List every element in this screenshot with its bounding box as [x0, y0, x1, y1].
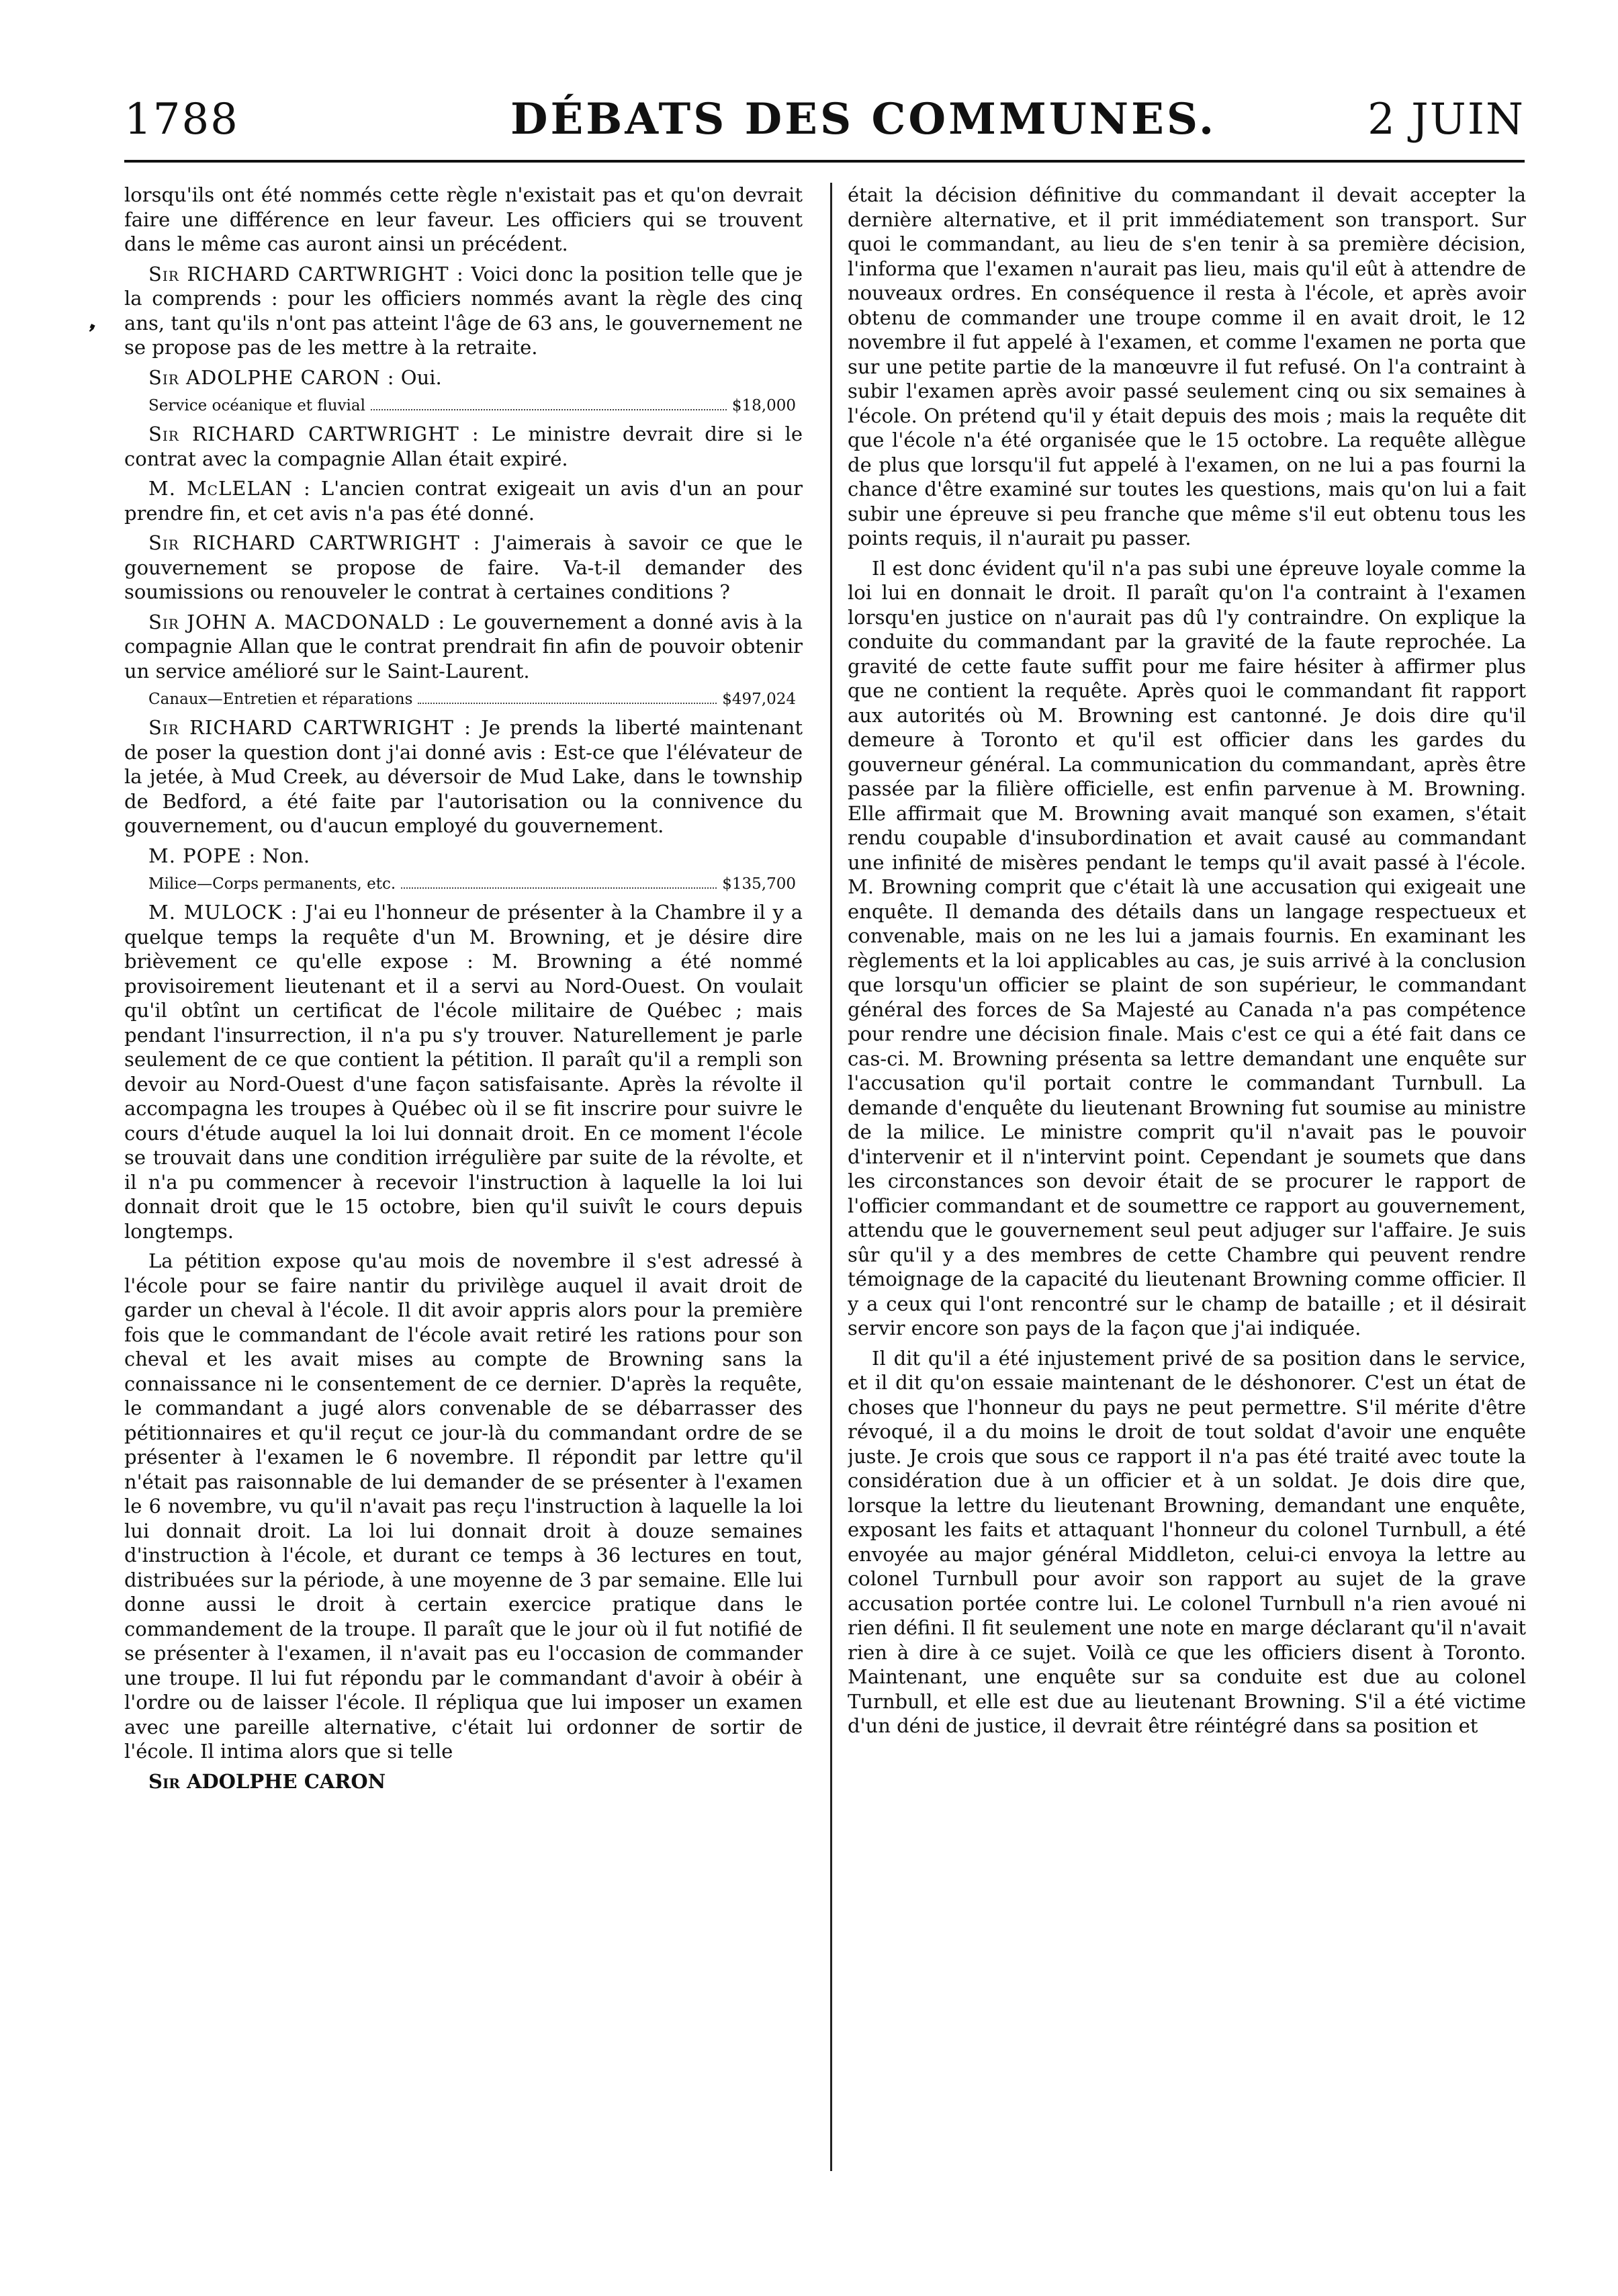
header-rule: [124, 160, 1525, 163]
speaker-name: Sir RICHARD CARTWRIGHT :: [148, 423, 480, 445]
catchword: Sir ADOLPHE CARON: [148, 1769, 386, 1793]
paragraph-text: Il est donc évident qu'il n'a pas subi une épreuve loyale comme la loi lui en donnait le droit. Il paraît qu'on l'a contraint à l'examen lorsqu'en justice on n'aurait pas dû l'y contraindre. On explique la conduite du commandant par la gravité de la faute reprochée. La gravité de cette faute suffit pour me faire hésiter à affirmer plus que ne contient la requête. Après quoi le commandant fit rapport aux autorités où M. Browning est cantonné. Je dois dire qu'il demeure à Toronto et qu'il est officier dans les gardes du gouverneur général. La communication du commandant, après être passée par la filière officielle, est enfin parvenue à M. Browning. Elle affirmait que M. Browning avait manqué son examen, s'était rendu coupable d'insubordination et avait causé au commandant une infinité de misères pendant le temps qu'il avait passé à l'école. M. Browning comprit que c'était là une accusation qui exigeait une enquête. Il demanda des détails dans un langage respectueux et convenable, mais on ne les lui a jamais fournis. En examinant les règlements et la loi applicables au cas, je suis arrivé à la conclusion que lorsqu'un officier se plaint de son supérieur, le commandant général des forces de Sa Majesté au Canada n'a pas compétence pour rendre une décision finale. Mais c'est ce qui a été fait dans ce cas-ci. M. Browning présenta sa lettre demandant une enquête sur l'accusation qu'il portait contre le commandant Turnbull. La demande d'enquête du lieutenant Browning fut soumise au ministre de la milice. Le ministre comprit qu'il n'avait pas le pouvoir d'intervenir et il n'intervint point. Cependant je soumets que dans les circonstances son devoir était de se procurer le rapport de l'officier commandant et de soumettre ce rapport au gouvernement, attendu que le gouvernement seul peut adjuger sur l'affaire. Je suis sûr qu'il y a des membres de cette Chambre qui peuvent rendre témoignage de la capacité du lieutenant Browning comme officier. Il y a ceux qui l'ont rencontré sur le champ de bataille ; et il désirait servir encore son pays de la façon que j'ai indiquée.: [848, 556, 1526, 1339]
estimate-item: [148, 395, 803, 416]
estimate-amount: $497,024: [722, 691, 796, 708]
estimate-amount: $135,700: [722, 875, 796, 893]
left-column: [124, 183, 803, 2205]
paragraph-text: J'ai eu l'honneur de présenter à la Chambre il y a quelque temps la requête d'un M. Browning, et je désire dire brièvement ce qu'elle expose : M. Browning a été nommé provisoirement lieutenant et il a servi au Nord-Ouest. On voulait qu'il obtînt un certificat de l'école militaire de Québec ; mais pendant l'insurrection, il n'a pu s'y trouver. Naturellement je parle seulement de ce que contient la pétition. Il paraît qu'il a rempli son devoir au Nord-Ouest d'une façon satisfaisante. Après la révolte il accompagna les troupes à Québec où il se fit inscrire pour suivre le cours d'étude auquel la loi lui donnait droit. En ce moment l'école se trouvait dans une condition irrégulière par suite de la révolte, et il n'a pu commencer à recevoir l'instruction à laquelle la loi lui donnait droit que le 15 octobre, bien qu'il suivît le cours depuis longtemps.: [124, 901, 803, 1243]
leader-dots: [371, 395, 727, 410]
speaker-name: Sir RICHARD CARTWRIGHT :: [148, 716, 471, 739]
paragraph-text: L'ancien contrat exigeait un avis d'un an pour prendre fin, et cet avis n'a pas été donné.: [124, 477, 803, 525]
speech-paragraph: [124, 900, 803, 1243]
page-header: [124, 93, 1525, 153]
page-title: DÉBATS DES COMMUNES.: [510, 94, 1217, 144]
speech-paragraph: [124, 531, 803, 605]
leader-dots: [418, 689, 717, 704]
speaker-name: Sir RICHARD CARTWRIGHT :: [148, 531, 481, 554]
paragraph: [848, 183, 1526, 551]
paragraph-text: J'aimerais à savoir ce que le gouvernement se propose de faire. Va-t-il demander des soumissions ou renouveler le contrat à certaines conditions ?: [124, 531, 803, 603]
speaker-name: Sir RICHARD CARTWRIGHT :: [148, 262, 464, 285]
speech-paragraph: [124, 610, 803, 684]
paragraph: [848, 556, 1526, 1341]
speaker-name: M. MULOCK :: [148, 901, 298, 924]
speech-paragraph: [124, 844, 803, 869]
leader-dots: [401, 873, 717, 889]
column-divider: [830, 183, 832, 2171]
paragraph-text: La pétition expose qu'au mois de novembre il s'est adressé à l'école pour se faire nantir du privilège auquel il avait droit de garder un cheval à l'école. Il dit avoir appris alors pour la première fois que le commandant de l'école avait retiré les rations pour son cheval et les avait mises au compte de Browning sans la connaissance ni le consentement de ce dernier. D'après la requête, le commandant a jugé alors convenable de se débarrasser des pétitionnaires et qu'il reçut ce jour-là du commandant ordre de se présenter à l'examen le 6 novembre. Il répondit par lettre qu'il n'était pas raisonnable de lui demander de se présenter à l'examen le 6 novembre, vu qu'il n'avait pas reçu l'instruction à laquelle la loi lui donnait droit. La loi lui donnait droit à douze semaines d'instruction à l'école, et durant ce temps à 36 lectures en tout, distribuées sur la période, à une moyenne de 3 par semaine. Elle lui donne aussi le droit à certain exercice pratique dans le commandement de la troupe. Il paraît que le jour où il fut notifié de se présenter à l'examen, il n'avait pas eu l'occasion de commander une troupe. Il lui fut répondu par le commandant d'avoir à obéir à l'ordre ou de laisser l'école. Il répliqua que lui imposer un examen avec une pareille alternative, c'était lui ordonner de sortir de l'école. Il intima alors que si telle: [124, 1249, 803, 1763]
speaker-name: Sir ADOLPHE CARON :: [148, 365, 395, 389]
paragraph-text: Il dit qu'il a été injustement privé de sa position dans le service, et il dit qu'on essaie maintenant de le déshonorer. C'est un état de choses que l'honneur du pays ne peut permettre. S'il mérite d'être révoqué, il a du moins le droit de tout soldat d'avoir une enquête juste. Je crois que sous ce rapport il n'a pas été traité avec toute la considération due à un officier et à un soldat. Je dois dire que, lorsque la lettre du lieutenant Browning, demandant une enquête, exposant les faits et attaquant l'honneur du colonel Turnbull, a été envoyée au major général Middleton, celui-ci envoya la lettre au colonel Turnbull pour avoir son rapport au sujet de la grave accusation portée contre lui. Le colonel Turnbull n'a rien avoué ni rien défini. Il fit seulement une note en marge déclarant qu'il n'avait rien à dire à ce sujet. Voilà ce que les officiers disent à Toronto. Maintenant, une enquête sur sa conduite est due au colonel Turnbull, et elle est due au lieutenant Browning. S'il a été victime d'un déni de justice, il devrait être réintégré dans sa position et: [848, 1346, 1526, 1737]
paragraph-text: Le ministre devrait dire si le contrat avec la compagnie Allan était expiré.: [124, 423, 803, 470]
speech-paragraph: [124, 476, 803, 525]
estimate-label: Service océanique et fluvial: [148, 397, 365, 414]
paragraph-text: Non.: [262, 844, 310, 867]
paragraph: [848, 1346, 1526, 1738]
margin-mark: ❜: [81, 319, 99, 347]
estimate-item: [148, 873, 803, 895]
speaker-name: Sir JOHN A. MACDONALD :: [148, 610, 446, 633]
paragraph-text: était la décision définitive du commandant il devait accepter la dernière alternative, et il prit immédiatement son transport. Sur quoi le commandant, au lieu de s'en tenir à sa première décision, l'informa que l'examen n'aurait pas lieu, mais qu'il eût à attendre de nouveaux ordres. En conséquence il resta à l'école, et après avoir obtenu de commander une troupe comme il en avait droit, le 12 novembre il fut appelé à l'examen, et comme l'examen ne porta que sur une petite partie de la manœuvre il fut refusé. On l'a contraint à subir l'examen après avoir passé seulement cinq ou six semaines à l'école. On prétend qu'il y était depuis des mois ; mais la requête dit que l'école n'a été organisée que le 15 octobre. La requête allègue de plus que lorsqu'il fut appelé à l'examen, on ne lui a pas fourni la chance d'être examiné sur toutes les questions, mais qu'on lui a fait subir une épreuve si peu franche que même s'il eut obtenu tous les points requis, il n'aurait pu passer.: [848, 183, 1526, 549]
page-number: 1788: [124, 95, 239, 144]
paragraph: [124, 1249, 803, 1764]
paragraph-text: Oui.: [400, 365, 442, 389]
paragraph-text: Le gouvernement a donné avis à la compagnie Allan que le contrat prendrait fin afin de pouvoir obtenir un service amélioré sur le Saint-Laurent.: [124, 610, 803, 682]
paragraph-text: lorsqu'ils ont été nommés cette règle n'existait pas et qu'on devrait faire une différence en leur faveur. Les officiers qui se trouvent dans le même cas auront ainsi un précédent.: [124, 183, 803, 255]
speech-paragraph: [124, 422, 803, 471]
speech-paragraph: [124, 262, 803, 360]
estimate-label: Milice—Corps permanents, etc.: [148, 875, 396, 893]
page-date: 2 JUIN: [1367, 95, 1525, 144]
estimate-amount: $18,000: [731, 397, 796, 414]
paragraph: [124, 183, 803, 257]
paragraph-text: Voici donc la position telle que je la comprends : pour les officiers nommés avant la règle des cinq ans, tant qu'ils n'ont pas atteint l'âge de 63 ans, le gouvernement ne se propose pas de les mettre à la retraite.: [124, 262, 803, 359]
speaker-name: M. POPE :: [148, 844, 257, 867]
speech-paragraph: [124, 365, 803, 390]
paragraph-text: Je prends la liberté maintenant de poser la question dont j'ai donné avis : Est-ce que l'élévateur de la jetée, à Mud Creek, au déversoir de Mud Lake, dans le township de Bedford, a été faite par l'autorisation ou la connivence du gouvernement, ou d'aucun employé du gouvernement.: [124, 716, 803, 837]
estimate-label: Canaux—Entretien et réparations: [148, 691, 413, 708]
speaker-name: M. McLELAN :: [148, 477, 311, 500]
estimate-item: [148, 689, 803, 710]
speech-paragraph: [124, 715, 803, 838]
right-column: [848, 183, 1526, 2205]
